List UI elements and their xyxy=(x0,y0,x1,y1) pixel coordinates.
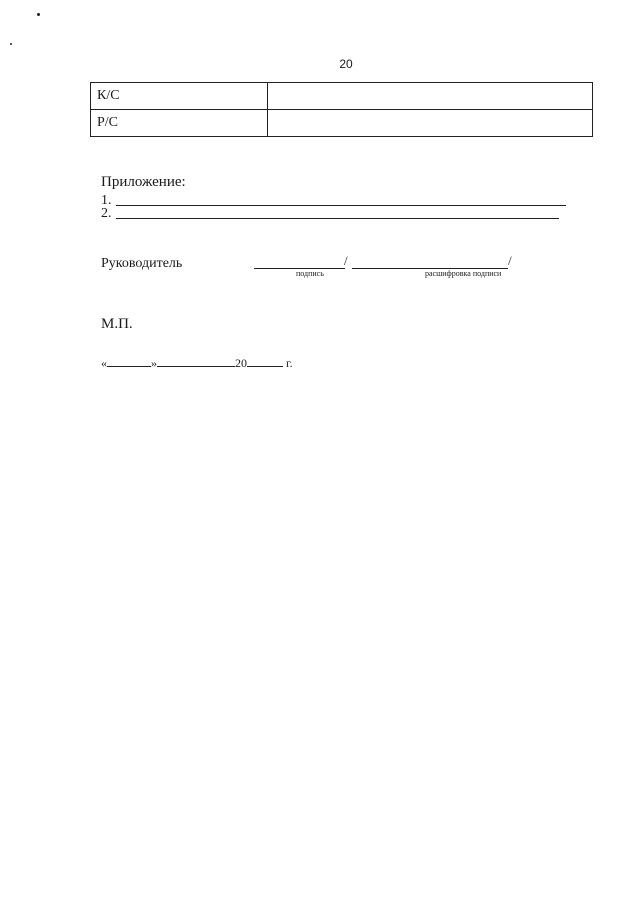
signature-caption: подпись xyxy=(296,269,324,278)
table-row xyxy=(91,83,593,110)
date-close-quote: » xyxy=(151,356,157,370)
head-label: Руководитель xyxy=(101,256,183,271)
attachment-blank-line[interactable] xyxy=(116,218,559,219)
day-blank[interactable] xyxy=(107,355,151,367)
attachment-number: 2. xyxy=(101,206,112,221)
year-suffix: г. xyxy=(286,356,293,370)
attachment-item xyxy=(101,206,113,222)
account-label-ks: К/С xyxy=(91,83,268,110)
scan-speck xyxy=(10,43,12,45)
date-line xyxy=(101,355,293,371)
scan-speck xyxy=(37,13,40,16)
page-number: 20 xyxy=(339,57,353,71)
table-row xyxy=(91,110,593,137)
separator-slash: / xyxy=(508,253,512,268)
account-value-ks[interactable] xyxy=(268,83,593,110)
decoding-caption: расшифровка подписи xyxy=(425,269,502,278)
attachment-number: 1. xyxy=(101,193,112,208)
attachment-blank-line[interactable] xyxy=(116,205,566,206)
account-table xyxy=(90,82,593,137)
year-prefix: 20 xyxy=(235,356,247,370)
stamp-label: М.П. xyxy=(101,316,133,332)
date-open-quote: « xyxy=(101,356,107,370)
account-label-rs: Р/С xyxy=(91,110,268,137)
year-blank[interactable] xyxy=(247,355,283,367)
account-value-rs[interactable] xyxy=(268,110,593,137)
attachments-title: Приложение: xyxy=(101,174,186,190)
separator-slash: / xyxy=(344,253,348,268)
month-blank[interactable] xyxy=(157,355,235,367)
